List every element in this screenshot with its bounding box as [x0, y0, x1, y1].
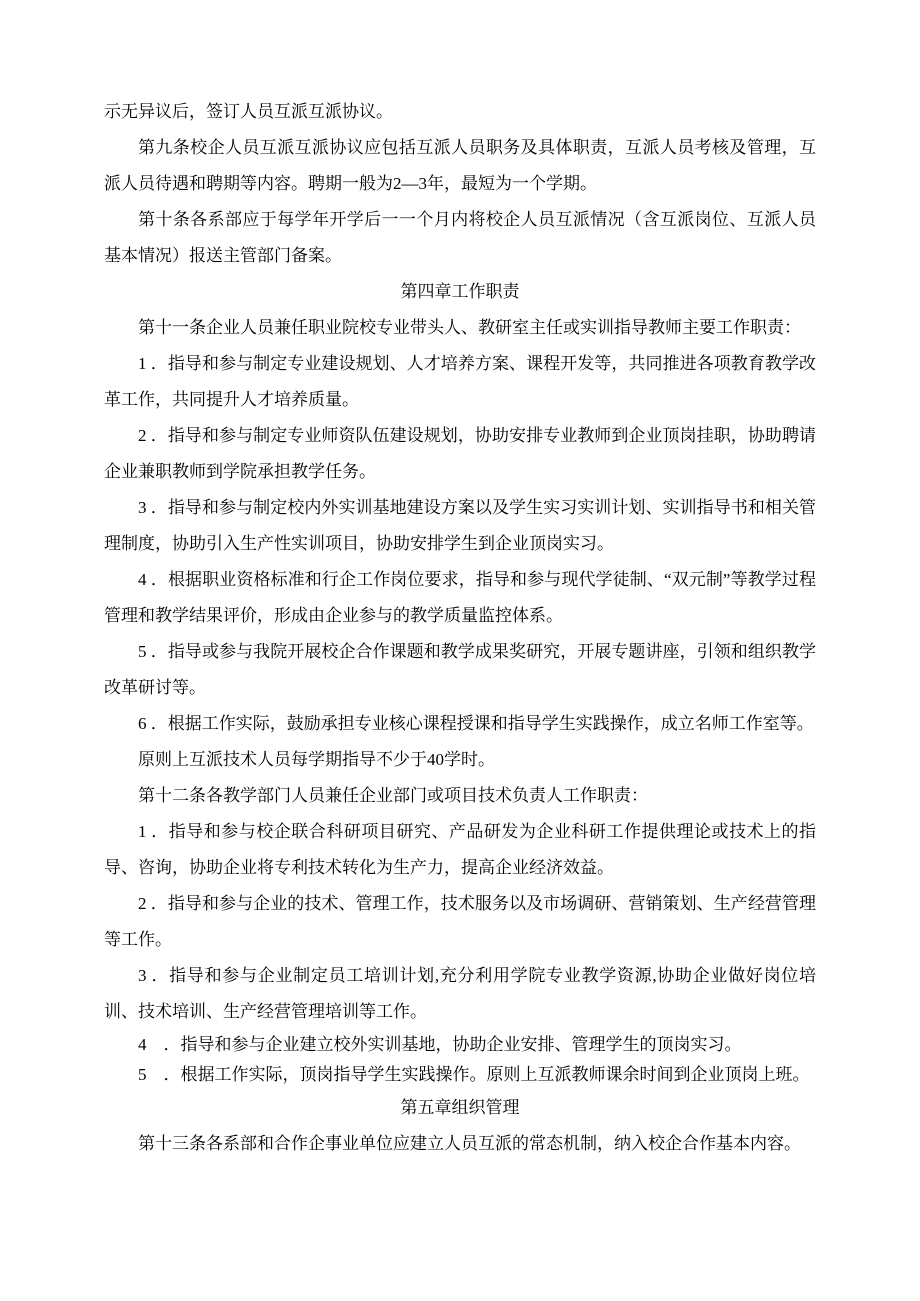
- paragraph-article-13: 第十三条各系部和合作企事业单位应建立人员互派的常态机制，纳入校企合作基本内容。: [138, 1134, 801, 1153]
- numbered-item-5b: 5 ．根据工作实际，顶岗指导学生实践操作。原则上互派教师课余时间到企业顶岗上班。: [138, 1065, 810, 1084]
- paragraph-continuation: 示无异议后，签订人员互派互派协议。: [104, 102, 393, 121]
- numbered-item-4: 4 ．根据职业资格标准和行企工作岗位要求，指导和参与现代学徒制、“双元制”等教学过程管理和教学结果评价，形成由企业参与的教学质量监控体系。: [104, 570, 816, 625]
- numbered-item-1: 1 ．指导和参与制定专业建设规划、人才培养方案、课程开发等，共同推进各项教育教学改革工作，共同提升人才培养质量。: [104, 354, 816, 409]
- numbered-item-3: 3 ．指导和参与制定校内外实训基地建设方案以及学生实习实训计划、实训指导书和相关管理制度，协助引入生产性实训项目，协助安排学生到企业顶岗实习。: [104, 498, 816, 553]
- numbered-item-5: 5 ．指导或参与我院开展校企合作课题和教学成果奖研究，开展专题讲座，引领和组织教学改革研讨等。: [104, 642, 816, 697]
- numbered-item-6: 6 ．根据工作实际，鼓励承担专业核心课程授课和指导学生实践操作，成立名师工作室等。: [138, 714, 814, 733]
- numbered-item-2: 2 ．指导和参与制定专业师资队伍建设规划，协助安排专业教师到企业顶岗挂职，协助聘请企业兼职教师到学院承担教学任务。: [104, 426, 816, 481]
- numbered-item-4b: 4 ．指导和参与企业建立校外实训基地，协助企业安排、管理学生的顶岗实习。: [138, 1035, 742, 1054]
- paragraph-article-12: 第十二条各教学部门人员兼任企业部门或项目技术负责人工作职责：: [138, 786, 648, 805]
- paragraph-article-9: 第九条校企人员互派互派协议应包括互派人员职务及具体职责，互派人员考核及管理，互派人员待遇和聘期等内容。聘期一般为2—3年，最短为一个学期。: [104, 138, 816, 193]
- numbered-item-3b: 3 ．指导和参与企业制定员工培训计划,充分利用学院专业教学资源,协助企业做好岗位培训、技术培训、生产经营管理培训等工作。: [104, 966, 816, 1021]
- chapter-heading-4: 第四章工作职责: [400, 282, 520, 301]
- paragraph-article-11: 第十一条企业人员兼任职业院校专业带头人、教研室主任或实训指导教师主要工作职责：: [138, 318, 801, 337]
- numbered-item-2b: 2 ．指导和参与企业的技术、管理工作，技术服务以及市场调研、营销策划、生产经营管理等工作。: [104, 894, 816, 949]
- numbered-item-1b: 1 ．指导和参与校企联合科研项目研究、产品研发为企业科研工作提供理论或技术上的指导、咨询，协助企业将专利技术转化为生产力，提高企业经济效益。: [104, 822, 816, 877]
- chapter-heading-5: 第五章组织管理: [400, 1098, 520, 1117]
- paragraph-principle-hours: 原则上互派技术人员每学期指导不少于40学时。: [138, 750, 495, 769]
- paragraph-article-10: 第十条各系部应于每学年开学后一一个月内将校企人员互派情况（含互派岗位、互派人员基本情况）报送主管部门备案。: [104, 210, 816, 265]
